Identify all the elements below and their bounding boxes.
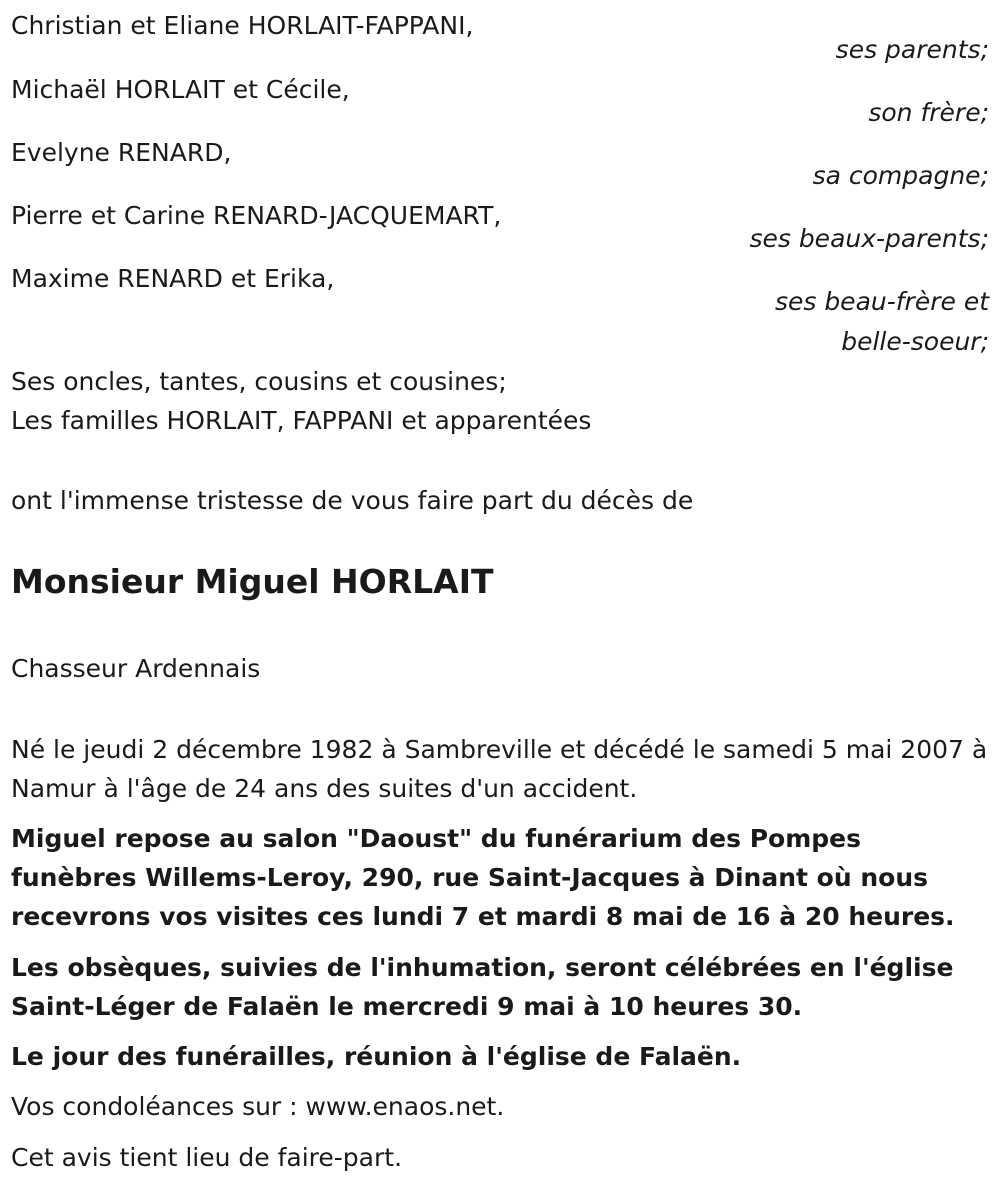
meeting-paragraph: Le jour des funérailles, réunion à l'église de Falaën. [11,1042,742,1071]
family-siblings-inlaw-relation-2: belle-soeur; [841,327,989,356]
funeral-paragraph: Les obsèques, suivies de l'inhumation, seront célébrées en l'église Saint-Léger de Falaën le mercredi 9 mai à 10 heures 30. [11,953,954,1021]
visitation-paragraph: Miguel repose au salon "Daoust" du funérarium des Pompes funèbres Willems-Leroy, 290, rue Saint-Jacques à Dinant où nous recevrons vos visites ces lundi 7 et mardi 8 mai de 16 à 20 heures. [11,824,955,931]
family-parents-names: Christian et Eliane HORLAIT-FAPPANI, [11,11,474,40]
family-partner-names: Evelyne RENARD, [11,138,232,167]
family-siblings-inlaw-relation-1: ses beau-frère et [774,287,989,316]
deceased-name: Monsieur Miguel HORLAIT [11,562,494,601]
family-brother-relation: son frère; [868,98,989,127]
deceased-title: Chasseur Ardennais [11,654,261,683]
family-brother-names: Michaël HORLAIT et Cécile, [11,75,350,104]
notice-text: Cet avis tient lieu de faire-part. [11,1143,403,1172]
family-siblings-inlaw-names: Maxime RENARD et Erika, [11,264,335,293]
condolences-text: Vos condoléances sur : www.enaos.net. [11,1092,505,1121]
family-inlaws-names: Pierre et Carine RENARD-JACQUEMART, [11,201,502,230]
family-parents-relation: ses parents; [835,35,989,64]
extended-family-line-2: Les familles HORLAIT, FAPPANI et apparentées [11,406,592,435]
extended-family-line-1: Ses oncles, tantes, cousins et cousines; [11,367,507,396]
birth-death-paragraph: Né le jeudi 2 décembre 1982 à Sambreville et décédé le samedi 5 mai 2007 à Namur à l'âge de 24 ans des suites d'un accident. [11,735,988,803]
announcement-text: ont l'immense tristesse de vous faire part du décès de [11,486,694,515]
family-inlaws-relation: ses beaux-parents; [749,224,989,253]
family-partner-relation: sa compagne; [812,161,989,190]
